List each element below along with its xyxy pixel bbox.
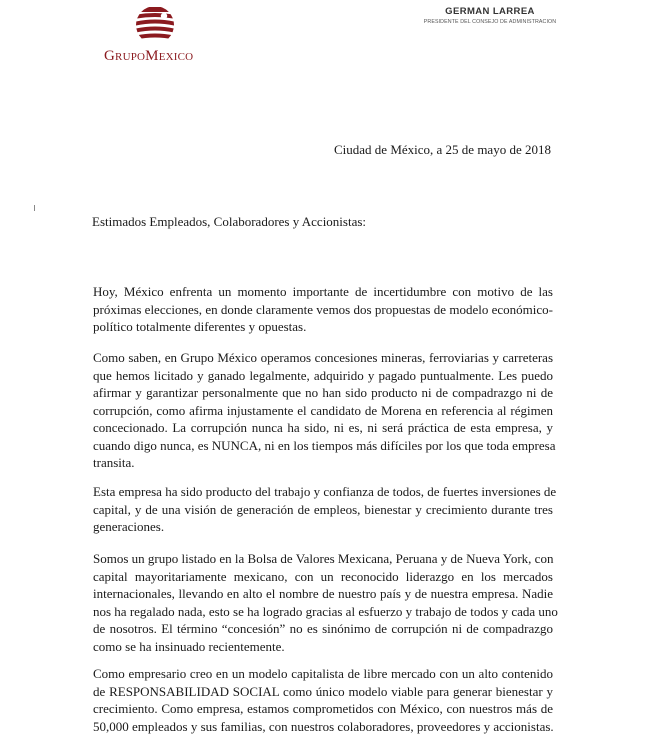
paragraph-line: como se ha insinuado recientemente. [93,638,553,656]
paragraph-line: nos ha regalado nada, esto se ha logrado gracias al esfuerzo y trabajo de todos y cada uno [93,603,553,621]
paragraph-line: Esta empresa ha sido producto del trabajo y confianza de todos, de fuertes inversiones de [93,483,553,501]
paragraph-line: político totalmente diferentes y opuestas. [93,318,553,336]
paragraph-line: generaciones. [93,518,553,536]
paragraph-line: Como empresario creo en un modelo capitalista de libre mercado con un alto contenido [93,665,553,683]
paragraph-line: de nosotros. El término “concesión” no es sinónimo de corrupción ni de compadrazgo [93,620,553,638]
paragraph-line: concecionado. La corrupción nunca ha sido, ni es, ni será práctica de esta empresa, y [93,419,553,437]
paragraph-line: capital mayoritariamente mexicano, con un reconocido liderazgo en los mercados [93,568,553,586]
paragraph-line: internacionales, llevando en alto el nombre de nuestro país y de nuestra empresa. Nadie [93,585,553,603]
paragraph-line: capital, y de una visión de generación de empleos, bienestar y crecimiento durante tres [93,501,553,519]
letter-date: Ciudad de México, a 25 de mayo de 2018 [334,142,551,158]
paragraph-line: cuando digo nunca, es NUNCA, ni en los tiempos más difíciles por los que toda empresa [93,437,553,455]
paragraph-line: Somos un grupo listado en la Bolsa de Valores Mexicana, Peruana y de Nueva York, con [93,550,553,568]
paragraph-line: corrupción, como afirma injustamente el candidato de Morena en referencia al régimen [93,402,553,420]
paragraph-line: crecimiento. Como empresa, estamos comprometidos con México, con nuestros más de [93,700,553,718]
paragraph-line: afirmar y garantizar personalmente que no han sido producto ni de compadrazgo ni de [93,384,553,402]
company-logo [104,4,214,66]
paragraph-line: Como saben, en Grupo México operamos concesiones mineras, ferroviarias y carreteras [93,349,553,367]
paragraph-line: Hoy, México enfrenta un momento importante de incertidumbre con motivo de las [93,283,553,301]
paragraph-line: que hemos licitado y ganado legalmente, adquirido y pagado puntualmente. Les puedo [93,367,553,385]
grupo-mexico-emblem-icon [134,4,176,46]
signatory-title: PRESIDENTE DEL CONSEJO DE ADMINISTRACION [410,19,570,25]
paragraph-line: próximas elecciones, en donde claramente vemos dos propuestas de modelo económico- [93,301,553,319]
body-paragraph [93,550,553,655]
body-paragraph [93,665,553,735]
paragraph-line: transita. [93,454,553,472]
logo-wordmark: GrupoMexico [104,48,193,65]
body-paragraph [93,283,553,336]
paragraph-line: de RESPONSABILIDAD SOCIAL como único modelo viable para generar bienestar y [93,683,553,701]
body-paragraph [93,349,553,472]
body-paragraph [93,483,553,536]
signatory-block [410,6,570,25]
signatory-name: GERMAN LARREA [410,6,570,17]
letter-greeting: Estimados Empleados, Colaboradores y Accionistas: [92,214,366,230]
margin-mark [34,205,35,211]
paragraph-line: 50,000 empleados y sus familias, con nuestros colaboradores, proveedores y accionistas. [93,718,553,735]
